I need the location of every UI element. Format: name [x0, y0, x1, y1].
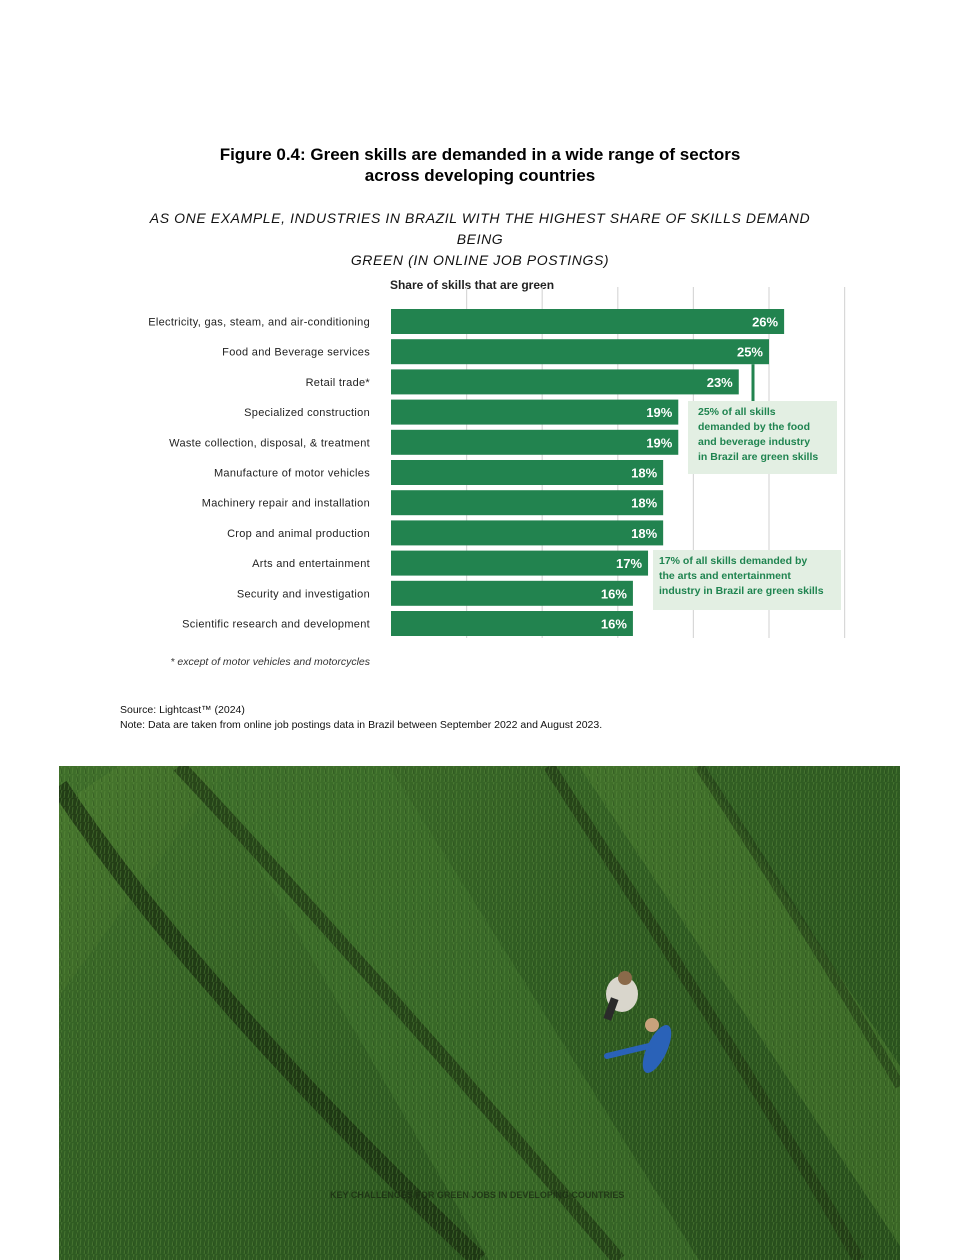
bar-chart	[0, 270, 960, 650]
figure-title-line-2: across developing countries	[364, 166, 596, 185]
category-label: Retail trade*	[305, 376, 370, 389]
footnote: * except of motor vehicles and motorcycles	[170, 656, 370, 668]
category-label: Scientific research and development	[182, 618, 370, 631]
category-label: Waste collection, disposal, & treatment	[169, 437, 370, 450]
annotation-text: 17% of all skills demanded by	[659, 555, 808, 567]
annotation-text: the arts and entertainment	[659, 570, 791, 582]
annotation-text: in Brazil are green skills	[698, 451, 819, 463]
bar	[391, 611, 633, 636]
bar	[391, 339, 769, 364]
bar	[391, 551, 648, 576]
category-label: Manufacture of motor vehicles	[213, 467, 370, 480]
figure-title	[190, 144, 770, 186]
source-block	[120, 703, 602, 733]
value-label: 19%	[646, 435, 673, 451]
category-label: Electricity, gas, steam, and air-conditioning	[148, 316, 370, 329]
field-illustration	[59, 766, 900, 1260]
figure-subtitle-line-2: GREEN (IN ONLINE JOB POSTINGS)	[350, 252, 610, 268]
bar	[391, 309, 784, 334]
page-footer: KEY CHALLENGES FOR GREEN JOBS IN DEVELOPING COUNTRIES	[330, 1190, 625, 1200]
figure-subtitle	[130, 208, 830, 271]
value-label: 25%	[736, 344, 763, 360]
category-label: Arts and entertainment	[252, 558, 370, 571]
bar	[391, 581, 633, 606]
bar	[391, 460, 663, 485]
figure-title-line-1: Figure 0.4: Green skills are demanded in a wide range of sectors	[219, 145, 741, 164]
annotation-text: industry in Brazil are green skills	[659, 585, 824, 597]
value-label: 18%	[631, 495, 658, 511]
value-label: 17%	[616, 556, 643, 572]
category-label: Food and Beverage services	[222, 346, 370, 359]
category-label: Security and investigation	[236, 588, 370, 601]
axis-title: Share of skills that are green	[389, 278, 555, 292]
figure-subtitle-line-1: AS ONE EXAMPLE, INDUSTRIES IN BRAZIL WITH THE HIGHEST SHARE OF SKILLS DEMAND BEING	[149, 210, 811, 247]
annotation-text: and beverage industry	[698, 436, 811, 448]
bar	[391, 400, 678, 425]
wheat-field-photo	[59, 766, 900, 1260]
category-label: Machinery repair and installation	[201, 497, 370, 510]
annotation-text: demanded by the food	[698, 421, 811, 433]
category-label: Specialized construction	[244, 407, 370, 420]
value-label: 26%	[752, 314, 779, 330]
source-text: Source: Lightcast™ (2024)	[120, 704, 245, 716]
value-label: 18%	[631, 465, 658, 481]
value-label: 23%	[706, 374, 733, 390]
bar	[391, 430, 678, 455]
bar	[391, 369, 739, 394]
bar	[391, 520, 663, 545]
value-label: 16%	[600, 586, 627, 602]
note-text: Note: Data are taken from online job postings data in Brazil between September 2022 and August 2023.	[120, 719, 603, 731]
category-label: Crop and animal production	[227, 527, 370, 540]
bar	[391, 490, 663, 515]
value-label: 16%	[600, 616, 627, 632]
value-label: 18%	[631, 525, 658, 541]
value-label: 19%	[646, 405, 673, 421]
annotation-text: 25% of all skills	[698, 406, 776, 418]
